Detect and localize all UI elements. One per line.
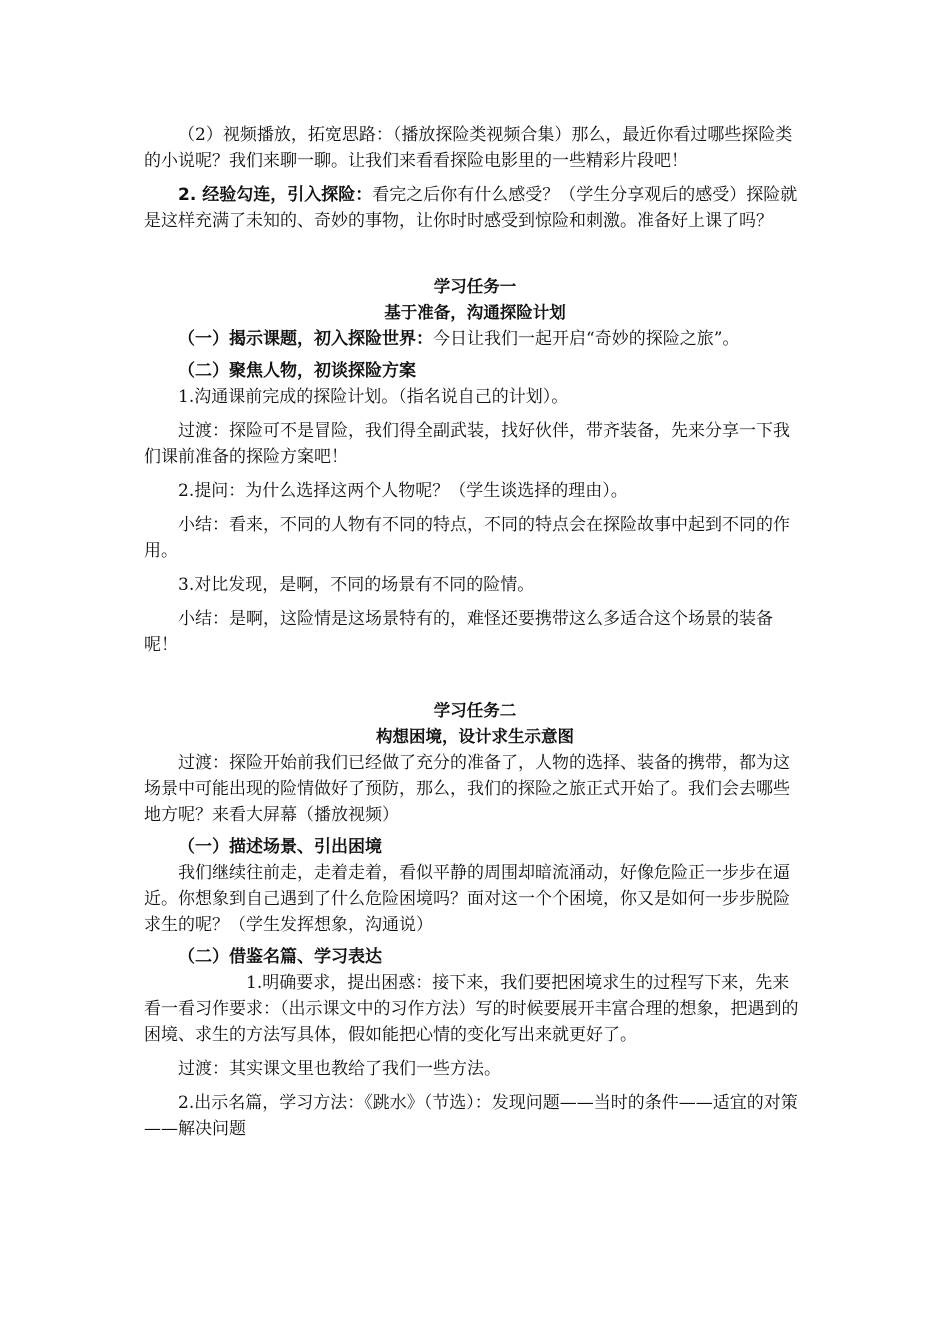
task2-transition-2: 过渡：其实课文里也教给了我们一些方法。 [178, 1059, 501, 1079]
task1-item-2: 2.提问：为什么选择这两个人物呢？（学生谈选择的理由）。 [178, 481, 628, 501]
task2-section-2-heading [144, 944, 806, 970]
intro-paragraph-2 [144, 182, 806, 234]
task1-transition: 过渡：探险可不是冒险，我们得全副武装，找好伙伴，带齐装备，先来分享一下我们课前准备的探险方案吧！ [144, 421, 790, 467]
task1-subtitle: 基于准备，沟通探险计划 [384, 303, 566, 322]
task1-section-2-heading-text: （二）聚焦人物，初谈探险方案 [178, 361, 416, 381]
task1-section-1-text: 今日让我们一起开启“奇妙的探险之旅”。 [433, 329, 740, 349]
task1-item-1: 1.沟通课前完成的探险计划。（指名说自己的计划）。 [178, 387, 569, 407]
task2-title: 学习任务二 [433, 701, 517, 720]
task2-section-1-heading [144, 834, 806, 860]
task1-section-1 [144, 326, 806, 352]
task1-section-1-heading: （一）揭示课题，初入探险世界： [178, 329, 433, 349]
task2-section-2-heading-text: （二）借鉴名篇、学习表达 [178, 947, 382, 967]
task2-subtitle: 构想困境，设计求生示意图 [376, 727, 574, 746]
task2-item-1: 1.明确要求，提出困惑：接下来，我们要把困境求生的过程写下来，先来看一看习作要求：（出示课文中的习作方法）写的时候要展开丰富合理的想象，把遇到的困境、求生的方法写具体，假如能把心情的变化写出来就更好了。 [144, 973, 799, 1045]
task2-item-2: 2.出示名篇，学习方法：《跳水》（节选）：发现问题——当时的条件——适宜的对策——解决问题 [144, 1093, 798, 1139]
task1-section-2-heading [144, 358, 806, 384]
task2-transition: 过渡：探险开始前我们已经做了充分的准备了，人物的选择、装备的携带，都为这场景中可能出现的险情做好了预防，那么，我们的探险之旅正式开始了。我们会去哪些地方呢？来看大屏幕（播放视频） [144, 753, 790, 825]
intro-step-2-text: 看完之后你有什么感受？（学生分享观后的感受）探险就是这样充满了未知的、奇妙的事物，让你时时感受到惊险和刺激。准备好上课了吗？ [144, 185, 798, 231]
task2-section-1-text: 我们继续往前走，走着走着，看似平静的周围却暗流涌动，好像危险正一步步在逼近。你想象到自己遇到了什么危险困境吗？面对这一个个困境，你又是如何一步步脱险求生的呢？（学生发挥想象，沟通说） [144, 863, 790, 935]
task1-item-3: 3.对比发现，是啊，不同的场景有不同的险情。 [178, 575, 535, 595]
intro-paragraph-1: （2）视频播放，拓宽思路：（播放探险类视频合集）那么，最近你看过哪些探险类的小说呢？我们来聊一聊。让我们来看看探险电影里的一些精彩片段吧！ [144, 125, 793, 171]
task1-title: 学习任务一 [433, 277, 517, 296]
intro-step-2-heading: 2. 经验勾连，引入探险： [178, 185, 373, 205]
task2-section-1-heading-text: （一）描述场景、引出困境 [178, 837, 382, 857]
task1-summary-2: 小结：是啊，这险情是这场景特有的，难怪还要携带这么多适合这个场景的装备呢！ [144, 609, 773, 655]
task1-summary-1: 小结：看来，不同的人物有不同的特点，不同的特点会在探险故事中起到不同的作用。 [144, 515, 790, 561]
